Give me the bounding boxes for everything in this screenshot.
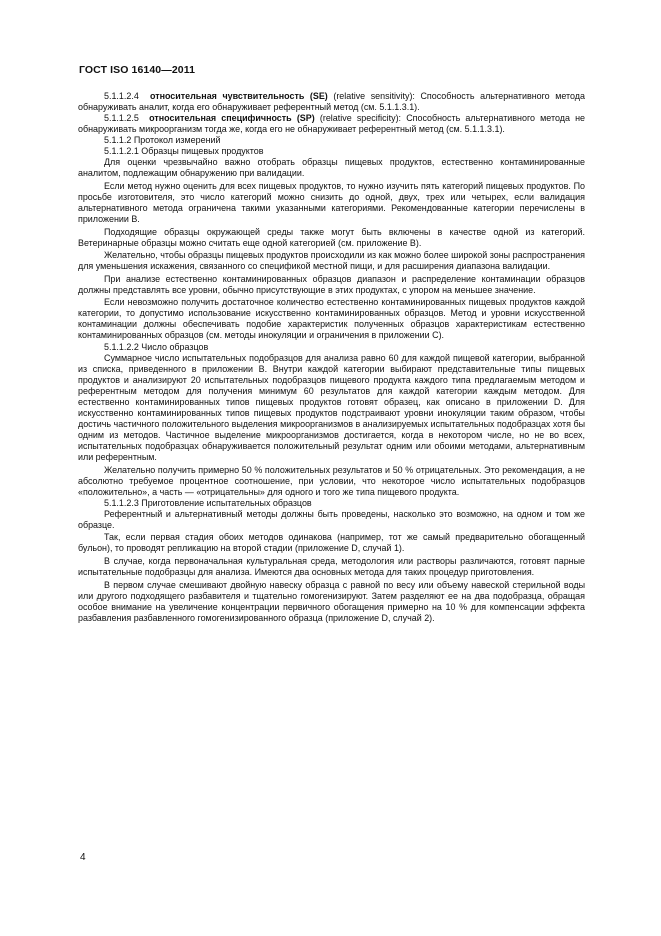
clause-number: 5.1.1.2.5 (104, 113, 139, 124)
paragraph: Если метод нужно оценить для всех пищевых продуктов, то нужно изучить пять категорий пищевых продуктов. По просьбе изготовителя, это число категорий можно снизить до одной, двух, трех или четырех, если валидация альтернативного метода ограничена такими указанными категориями. Рекомендованные категории перечислены в приложении В. (78, 180, 585, 225)
definition-relative-sensitivity (78, 91, 585, 113)
paragraph: Референтный и альтернативный методы должны быть проведены, насколько это возможно, на одном и том же образце. (78, 508, 585, 530)
term: относительная чувствительность (SE) (149, 91, 328, 101)
definition-text: (relative specificity): Способность альтернативного метода не обнаруживать микроорганизм тогда же, когда его не обнаруживает референтный метод (см. 5.1.1.3.1). (78, 113, 585, 135)
paragraph: Для оценки чрезвычайно важно отобрать образцы пищевых продуктов, естественно контаминированные аналитом, подлежащим обнаружению при валидации. (78, 157, 585, 179)
document-body (78, 91, 585, 624)
page-header: ГОСТ ISO 16140—2011 (79, 64, 196, 76)
paragraph: Желательно, чтобы образцы пищевых продуктов происходили из как можно более широкой зоны распространения для уменьшения искажения, связанного со спецификой местной пищи, и для расширения диапазона валидации. (78, 250, 585, 272)
paragraph: В первом случае смешивают двойную навеску образца с равной по весу или объему навеской стерильной воды или другого подходящего разбавителя и тщательно гомогенизируют. Затем разделяют ее на два подобразца, обращая особое внимание на увеличение концентрации первичного обогащения примерно на 10 % для компенсации эффекта разбавления разбавленного гомогенизированного образца (приложение D, случай 2). (78, 579, 585, 623)
paragraph: Суммарное число испытательных подобразцов для анализа равно 60 для каждой пищевой категории, выбранной из списка, приведенного в приложении В. Внутри каждой категории выбирают представительные типы пищевых продуктов и анализируют 20 испытательных подобразцов пищевого продукта каждого типа предлагаемым методом и референтным методом для получения минимум 60 результатов для каждой категории каждым методом. Для естественно контаминированных типов пищевых продуктов готовят образец, как описано в приложении D. Для искусственно контаминированных типов пищевых продуктов подстраивают уровни инокуляции таким образом, чтобы достичь частичного положительного выделения микроорганизмов в анализируемых испытательных подобразцах хотя бы одним из методов. Частичное выделение микроорганизмов достигается, когда в некотором числе, но не во всех, испытательных подобразцах обнаруживается положительный результат одним или обоими методами, альтернативным или референтным. (78, 352, 585, 462)
paragraph: Желательно получить примерно 50 % положительных результатов и 50 % отрицательных. Это рекомендация, а не абсолютно требуемое процентное соотношение, при условии, что некоторое число испытательных подобразцов «положительно», а часть — «отрицательны» для одного и того же типа пищевого продукта. (78, 464, 585, 497)
paragraph: Подходящие образцы окружающей среды также могут быть включены в качестве одной из категорий. Ветеринарные образцы можно считать еще одной категорией (см. приложение В). (78, 226, 585, 248)
page-number: 4 (80, 852, 86, 863)
section-heading: 5.1.1.2.2 Число образцов (104, 341, 209, 352)
section-heading: 5.1.1.2 Протокол измерений (104, 135, 221, 146)
definition-relative-specificity (78, 113, 585, 135)
section-heading: 5.1.1.2.1 Образцы пищевых продуктов (104, 146, 264, 157)
paragraph: Если невозможно получить достаточное количество естественно контаминированных пищевых продуктов каждой категории, то допустимо использование искусственно контаминированных образцов. Метод и уровни искусственной контаминации должны обеспечивать подобие характеристик полученных образцов характеристикам естественно контаминированных образцов (см. методы инокуляции и ограничения в приложении С). (78, 297, 585, 341)
term: относительная специфичность (SP) (149, 113, 315, 124)
paragraph: В случае, когда первоначальная культуральная среда, методология или растворы различаются, готовят парные испытательные подобразцы для анализа. Имеются два основных метода для таких процедур приготовления. (78, 555, 585, 577)
section-heading: 5.1.1.2.3 Приготовление испытательных образцов (104, 497, 312, 508)
clause-number: 5.1.1.2.4 (104, 91, 139, 101)
definition-text: (relative sensitivity): Способность альтернативного метода обнаруживать аналит, когда его обнаруживает референтный метод (см. 5.1.1.3.1). (78, 91, 585, 113)
paragraph: Так, если первая стадия обоих методов одинакова (например, тот же самый предварительно обогащенный бульон), то проводят репликацию на второй стадии (приложение D, случай 1). (78, 532, 585, 554)
paragraph: При анализе естественно контаминированных образцов диапазон и распределение контаминации образцов должны представлять все уровни, обычно присутствующие в этих продуктах, с упором на меньшее значение. (78, 273, 585, 295)
